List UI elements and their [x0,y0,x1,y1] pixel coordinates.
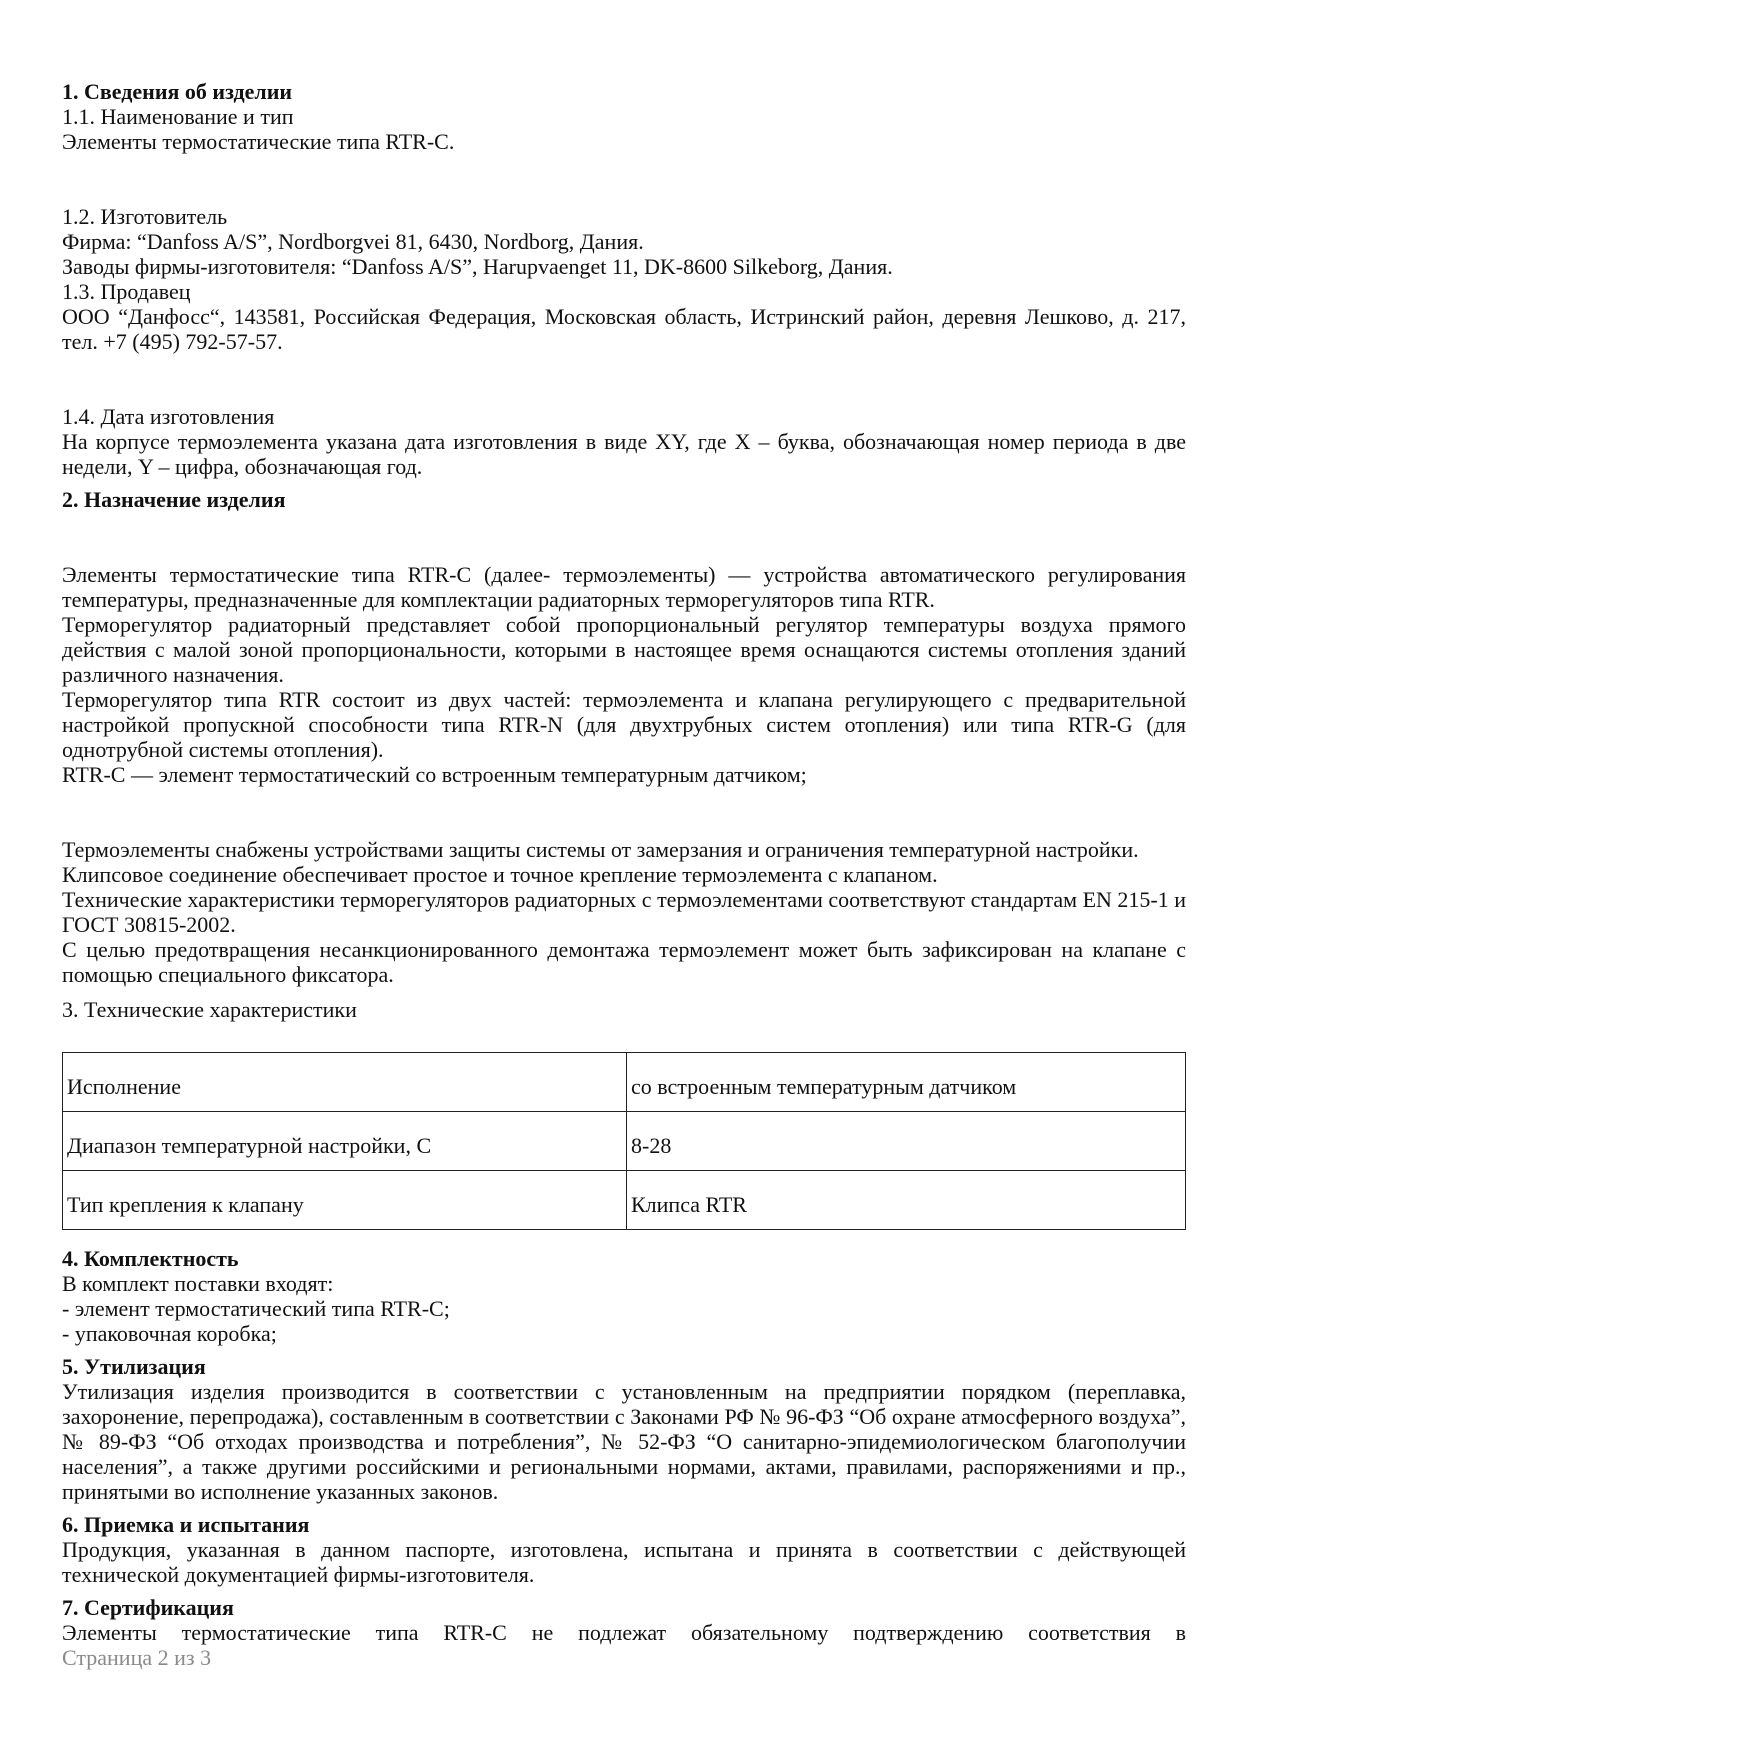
purpose-paragraph: Термоэлементы снабжены устройствами защиты системы от замерзания и ограничения температурной настройки. [62,837,1139,862]
table-row [63,1053,1186,1112]
section-1-heading: 1. Сведения об изделии [62,79,293,104]
purpose-paragraph: Терморегулятор радиаторный представляет собой пропорциональный регулятор температуры воздуха прямого действия с малой зоной пропорциональности, которыми в настоящее время оснащаются системы отопления зданий различного назначения. [62,612,1186,687]
purpose-paragraph: Терморегулятор типа RTR состоит из двух частей: термоэлемента и клапана регулирующего с предварительной настройкой пропускной способности типа RTR-N (для двухтрубных систем отопления) или типа RTR-G (для однотрубной системы отопления). [62,687,1186,762]
table-cell-value: Клипса RTR [627,1171,1186,1230]
table-cell-label: Диапазон температурной настройки, С [63,1112,627,1171]
purpose-paragraph: RTR-С — элемент термостатический со встроенным температурным датчиком; [62,762,807,787]
purpose-paragraph: Клипсовое соединение обеспечивает простое и точное крепление термоэлемента с клапаном. [62,862,938,887]
section-7-heading: 7. Сертификация [62,1595,234,1620]
product-name-text: Элементы термостатические типа RTR-С. [62,129,455,154]
acceptance-text: Продукция, указанная в данном паспорте, изготовлена, испытана и принята в соответствии с действующей технической документацией фирмы-изготовителя. [62,1537,1186,1587]
section-2-heading: 2. Назначение изделия [62,487,286,512]
manufacturer-firm-text: Фирма: “Danfoss A/S”, Nordborgvei 81, 6430, Nordborg, Дания. [62,229,644,254]
subsection-1-1-title: 1.1. Наименование и тип [62,104,294,129]
section-5-heading: 5. Утилизация [62,1354,206,1379]
manufacturer-plants-text: Заводы фирмы-изготовителя: “Danfoss A/S”, Harupvaenget 11, DK-8600 Silkeborg, Дания. [62,254,893,279]
package-item: - упаковочная коробка; [62,1321,277,1346]
package-intro-text: В комплект поставки входят: [62,1271,334,1296]
table-cell-value: 8-28 [627,1112,1186,1171]
purpose-paragraph: С целью предотвращения несанкционированного демонтажа термоэлемент может быть зафиксирован на клапане с помощью специального фиксатора. [62,937,1186,987]
section-3-heading: 3. Технические характеристики [62,997,357,1022]
subsection-1-3-title: 1.3. Продавец [62,279,191,304]
table-row [63,1112,1186,1171]
seller-text: ООО “Данфосс“, 143581, Российская Федерация, Московская область, Истринский район, деревня Лешково, д. 217, тел. +7 (495) 792-57-57. [62,304,1186,354]
section-4-heading: 4. Комплектность [62,1246,239,1271]
table-row [63,1171,1186,1230]
manufacture-date-text: На корпусе термоэлемента указана дата изготовления в виде XY, где X – буква, обозначающая номер периода в две недели, Y – цифра, обозначающая год. [62,429,1186,479]
page-number-footer: Страница 2 из 3 [62,1645,212,1670]
subsection-1-4-title: 1.4. Дата изготовления [62,404,275,429]
subsection-1-2-title: 1.2. Изготовитель [62,204,228,229]
purpose-paragraph: Элементы термостатические типа RTR-С (далее- термоэлементы) — устройства автоматического регулирования температуры, предназначенные для комплектации радиаторных терморегуляторов типа RTR. [62,562,1186,612]
disposal-text: Утилизация изделия производится в соответствии с установленным на предприятии порядком (переплавка, захоронение, перепродажа), составленным в соответствии с Законами РФ № 96-ФЗ “Об охране атмосферного воздуха”, № 89-ФЗ “Об отходах производства и потребления”, № 52-ФЗ “О санитарно-эпидемиологическом благополучии населения”, а также другими российскими и региональными нормами, актами, правилами, распоряжениями и пр., принятыми во исполнение указанных законов. [62,1379,1186,1504]
certification-text: Элементы термостатические типа RTR-С не подлежат обязательному подтверждению соответствия в [62,1620,1186,1645]
table-cell-label: Исполнение [63,1053,627,1112]
specifications-table [62,1052,1186,1230]
document-page [62,79,1186,1670]
package-item: - элемент термостатический типа RTR-С; [62,1296,450,1321]
table-cell-label: Тип крепления к клапану [63,1171,627,1230]
section-6-heading: 6. Приемка и испытания [62,1512,310,1537]
table-cell-value: со встроенным температурным датчиком [627,1053,1186,1112]
purpose-paragraph: Технические характеристики терморегуляторов радиаторных с термоэлементами соответствуют стандартам EN 215-1 и ГОСТ 30815-2002. [62,887,1187,937]
